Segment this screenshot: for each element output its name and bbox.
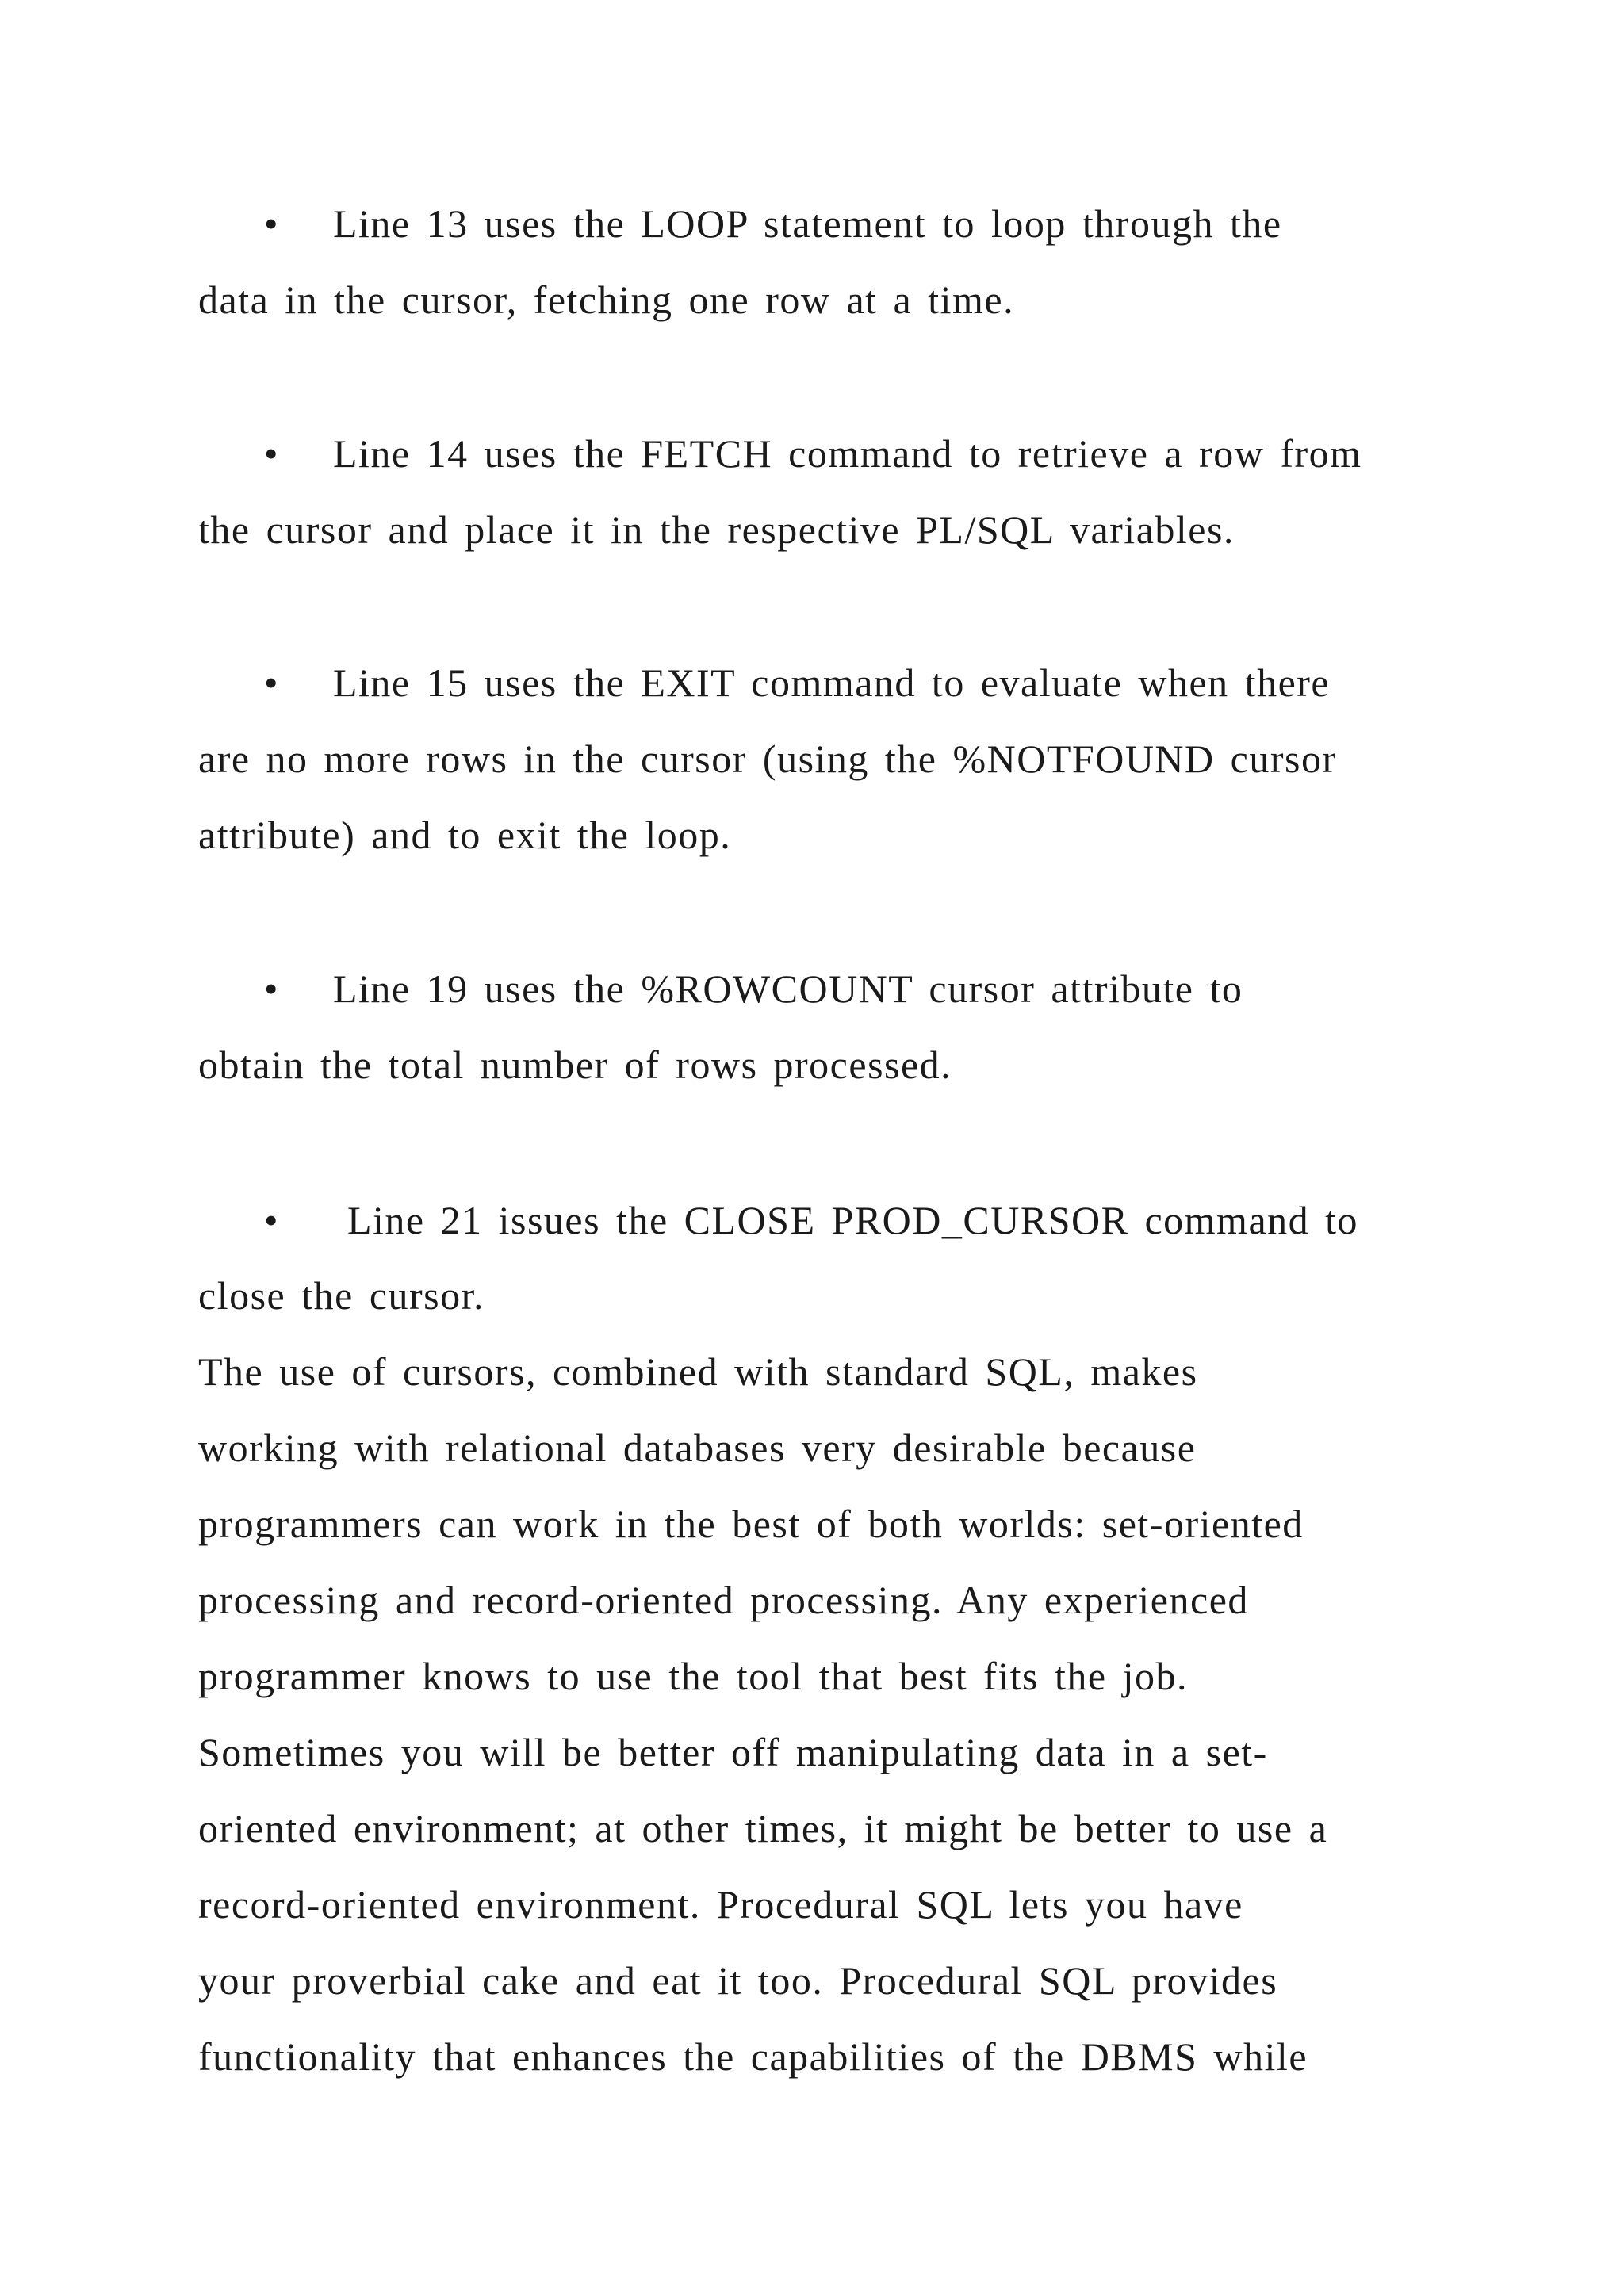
bullet-4-line-1: Line 19 uses the %ROWCOUNT cursor attribute to	[333, 966, 1243, 1011]
bullet-marker: •	[264, 201, 278, 246]
paragraph-line: programmer knows to use the tool that best fits the job.	[198, 1654, 1188, 1698]
paragraph-line: processing and record-oriented processing. Any experienced	[198, 1578, 1249, 1622]
bullet-1-line-1: Line 13 uses the LOOP statement to loop through the	[333, 201, 1282, 246]
bullet-2-line-2: the cursor and place it in the respective PL/SQL variables.	[198, 507, 1235, 552]
bullet-4-line-2: obtain the total number of rows processed.	[198, 1043, 952, 1087]
bullet-5-line-2: close the cursor.	[198, 1273, 485, 1318]
bullet-1-line-2: data in the cursor, fetching one row at a time.	[198, 277, 1015, 322]
bullet-3-line-1: Line 15 uses the EXIT command to evaluate when there	[333, 660, 1331, 705]
paragraph-line: programmers can work in the best of both worlds: set-oriented	[198, 1502, 1304, 1546]
bullet-3-line-3: attribute) and to exit the loop.	[198, 813, 732, 857]
bullet-3-line-2: are no more rows in the cursor (using the %NOTFOUND cursor	[198, 737, 1337, 781]
paragraph-line: your proverbial cake and eat it too. Procedural SQL provides	[198, 1958, 1278, 2003]
bullet-2-line-1: Line 14 uses the FETCH command to retrieve a row from	[333, 431, 1362, 476]
paragraph-line: record-oriented environment. Procedural SQL lets you have	[198, 1882, 1243, 1927]
paragraph-line: The use of cursors, combined with standard SQL, makes	[198, 1349, 1198, 1394]
paragraph-line: Sometimes you will be better off manipulating data in a set-	[198, 1730, 1268, 1774]
paragraph-line: functionality that enhances the capabilities of the DBMS while	[198, 2034, 1308, 2079]
paragraph-line: oriented environment; at other times, it might be better to use a	[198, 1806, 1328, 1850]
bullet-marker: •	[264, 966, 278, 1011]
bullet-marker: •	[264, 1198, 278, 1242]
bullet-marker: •	[264, 431, 278, 476]
paragraph-line: working with relational databases very desirable because	[198, 1425, 1197, 1470]
bullet-5-line-1: Line 21 issues the CLOSE PROD_CURSOR command to	[347, 1198, 1359, 1242]
bullet-marker: •	[264, 660, 278, 705]
